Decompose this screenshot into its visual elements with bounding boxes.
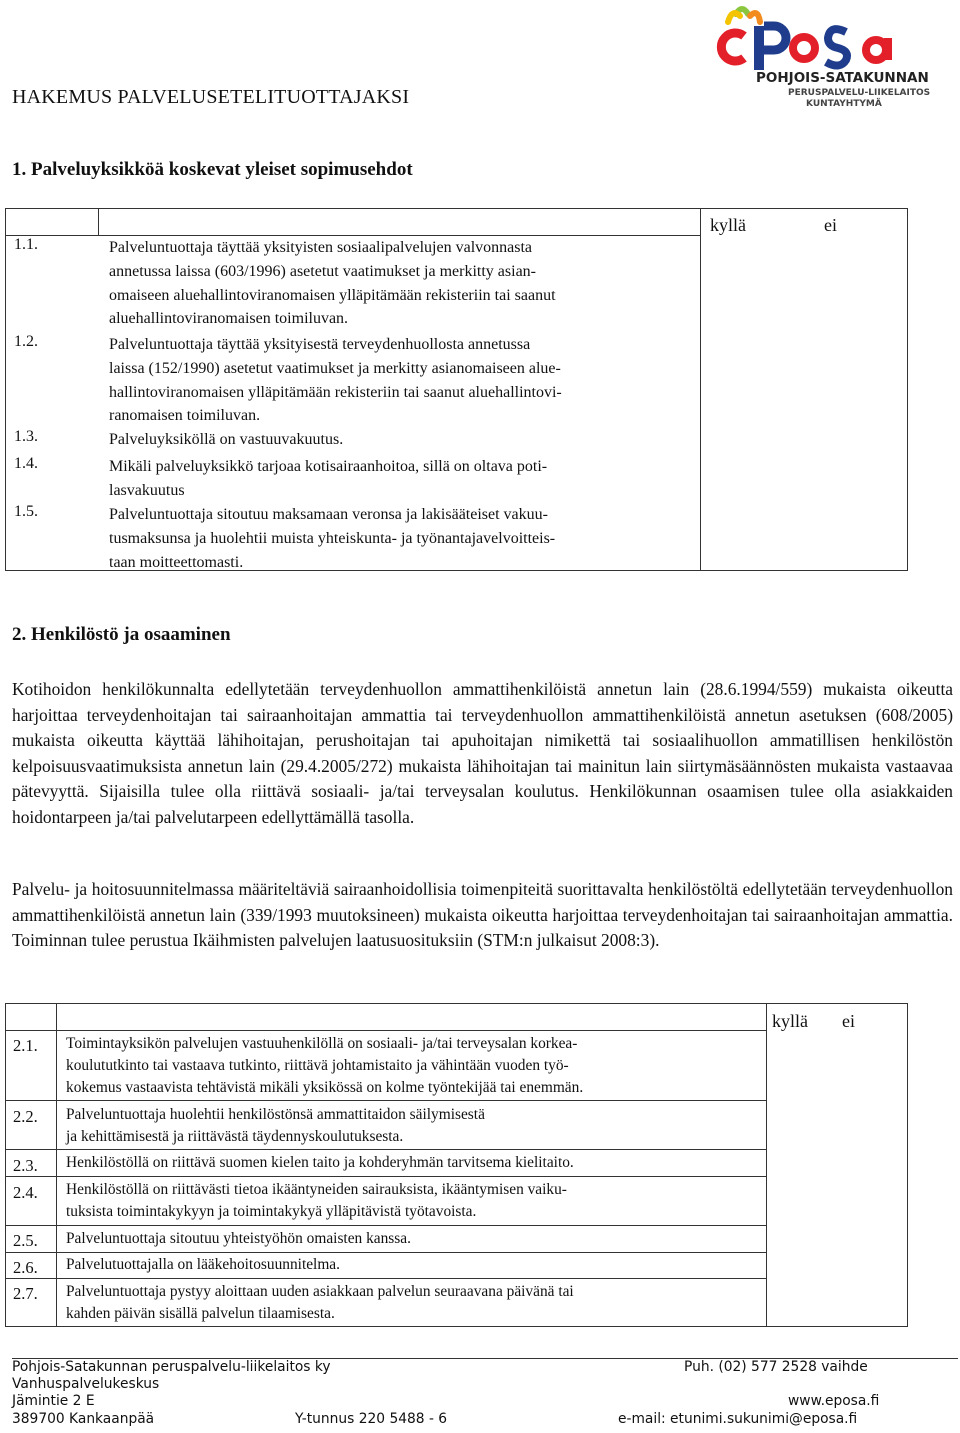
footer-street: Jämintie 2 E [12, 1393, 95, 1409]
eposa-logo [706, 2, 931, 110]
row-number: 2.7. [13, 1284, 38, 1303]
footer-email-link[interactable]: e-mail: etunimi.sukunimi@eposa.fi [618, 1411, 858, 1427]
row-number: 1.1. [14, 236, 38, 253]
row-divider [6, 1030, 766, 1031]
row-divider [6, 1100, 766, 1101]
row-number: 1.5. [14, 503, 38, 520]
row-divider [6, 1252, 766, 1253]
logo-line-3: KUNTAYHTYMÄ [806, 99, 882, 109]
requirement-text: Palveluntuottaja täyttää yksityisten sosiaalipalvelujen valvonnasta annetussa laissa (603/1996) asetetut vaatimukset ja merkitty asian- omaiseen aluehallintoviranomaisen ylläpitämään rekisteriin tai saanut aluehallintoviranomaisen toimiluvan. [109, 239, 556, 328]
row-number: 1.2. [14, 333, 38, 350]
footer-business-id: Y-tunnus 220 5488 - 6 [295, 1411, 448, 1427]
row-divider [6, 1176, 766, 1177]
column-header-yes: kyllä [710, 215, 746, 235]
row-divider [6, 1149, 766, 1150]
requirement-text: Palveluntuottaja pystyy aloittaan uuden asiakkaan palvelun seuraavana päivänä tai kahden päivän sisällä palvelun tilaamisesta. [66, 1283, 574, 1322]
requirement-text: Palveluntuottaja huolehtii henkilöstönsä ammattitaidon säilymisestä ja kehittämisestä ja riittävästä täydennyskoulutuksesta. [66, 1106, 485, 1145]
footer-phone: Puh. (02) 577 2528 vaihde [684, 1359, 868, 1375]
section-1-heading: 1. Palveluyksikköä koskevat yleiset sopimusehdot [12, 159, 413, 180]
row-divider [6, 1278, 766, 1279]
column-header-no: ei [842, 1011, 855, 1031]
row-number: 2.2. [13, 1107, 38, 1126]
row-number: 2.5. [13, 1231, 38, 1250]
footer-org: Pohjois-Satakunnan peruspalvelu-liikelaitos ky [12, 1359, 331, 1375]
column-header-yes: kyllä [772, 1011, 808, 1031]
table-divider [700, 209, 701, 570]
requirement-text: Henkilöstöllä on riittävästi tietoa ikääntyneiden sairauksista, ikääntymisen vaiku- tuksista toimintakykyyn ja toimintakykyä ylläpitävistä työtavoista. [66, 1181, 567, 1220]
page-footer [12, 1358, 958, 1429]
requirements-table-2 [5, 1003, 908, 1327]
logo-line-2: PERUSPALVELU-LIIKELAITOS [788, 88, 931, 98]
row-number: 2.6. [13, 1258, 38, 1277]
row-number: 1.3. [14, 428, 38, 445]
row-number: 2.1. [13, 1036, 38, 1055]
requirement-text: Toimintayksikön palvelujen vastuuhenkilöllä on sosiaali- ja/tai terveysalan korkea- koulututkinto tai vastaava tutkinto, riittävä johtamistaito ja vähintään vuoden työ- kokemus vastaavista tehtävistä mikäli yksikössä on kolme työntekijää tai enemmän. [66, 1035, 584, 1096]
table-divider [766, 1004, 767, 1326]
requirement-text: Palvelutuottajalla on lääkehoitosuunnitelma. [66, 1256, 340, 1273]
row-divider [6, 1225, 766, 1226]
requirement-text: Palveluntuottaja sitoutuu maksamaan veronsa ja lakisääteiset vakuu- tusmaksunsa ja huolehtii muista yhteiskunta- ja työnantajavelvoitteis- taan moitteettomasti. [109, 506, 556, 571]
paragraph-care-plan: Palvelu- ja hoitosuunnitelmassa määriteltäviä sairaanhoidollisia toimenpiteitä suorittavalta henkilöstöltä edellytetään terveydenhuollon ammattihenkilöistä annetun lain (339/1993 muutoksineen) mukaista oikeutta harjoittaa terveydenhoitajan tai sairaanhoitajan ammattia. Toiminnan tulee perustua Ikäihmisten palvelujen laatusuosituksiin (STM:n julkaisut 2008:3). [12, 879, 953, 950]
footer-unit: Vanhuspalvelukeskus [12, 1376, 160, 1392]
section-2-heading: 2. Henkilöstö ja osaaminen [12, 624, 231, 645]
paragraph-staff-qualifications: Kotihoidon henkilökunnalta edellytetään terveydenhuollon ammattihenkilöistä annetun lain (28.6.1994/559) mukaista oikeutta harjoittaa terveydenhoitajan tai sairaanhoitajan ammattia tai terveydenhuollon ammattihenkilöistä annetun asetuksen (608/2005) mukaista oikeutta käyttää lähihoitajan, perushoitajan tai apuhoitajan nimikettä tai sosiaalihuollon ammatillisen henkilöstön kelpoisuusvaatimuksista annetun lain (29.4.2005/272) mukaista lähihoitajan tai mainitun lain siirtymäsäännösten mukaista vastaavaa pätevyyttä. Sijaisilla tulee olla riittävä sosiaali- ja/tai terveysalan koulutus. Henkilökunnan osaamisen tulee olla asiakkaiden hoidontarpeen ja/tai palvelutarpeen edellyttämällä tasolla. [12, 679, 953, 827]
logo-line-1: POHJOIS-SATAKUNNAN [756, 70, 929, 86]
row-number: 2.3. [13, 1156, 38, 1175]
requirements-table-1 [5, 208, 908, 571]
requirement-text: Henkilöstöllä on riittävä suomen kielen taito ja kohderyhmän tarvitsema kielitaito. [66, 1154, 574, 1171]
row-number: 2.4. [13, 1183, 38, 1202]
requirement-text: Palveluntuottaja täyttää yksityisestä terveydenhuollosta annetussa laissa (152/1990) asetetut vaatimukset ja merkitty asianomaiseen alue- hallintoviranomaisen ylläpitämään rekisteriin tai saanut aluehallintovi- ranomaisen toimiluvan. [109, 336, 562, 425]
column-header-no: ei [824, 215, 837, 235]
requirement-text: Palveluyksiköllä on vastuuvakuutus. [109, 431, 344, 448]
row-number: 1.4. [14, 455, 38, 472]
requirement-text: Palveluntuottaja sitoutuu yhteistyöhön omaisten kanssa. [66, 1230, 411, 1247]
table-divider [98, 209, 99, 235]
footer-postal: 389700 Kankaanpää [12, 1411, 155, 1427]
footer-web-link[interactable]: www.eposa.fi [788, 1393, 880, 1409]
document-title: HAKEMUS PALVELUSETELITUOTTAJAKSI [12, 86, 410, 108]
requirement-text: Mikäli palveluyksikkö tarjoaa kotisairaanhoitoa, sillä on oltava poti- lasvakuutus [109, 458, 548, 499]
